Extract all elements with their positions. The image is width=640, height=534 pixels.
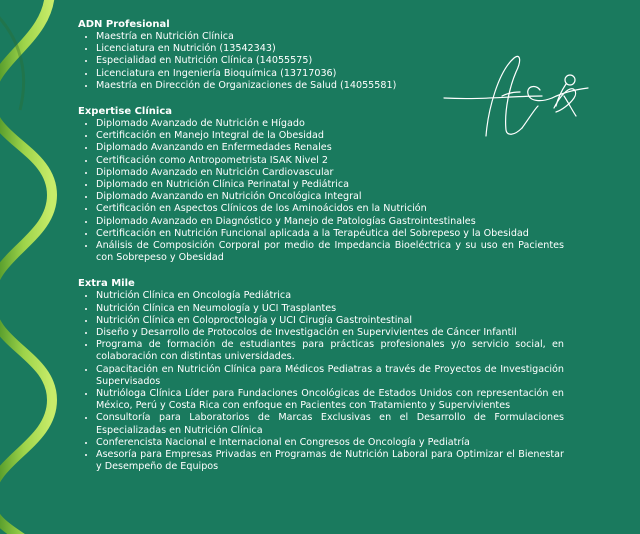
- section-list: [78, 118, 564, 264]
- section-list: [78, 290, 564, 473]
- list-item: • Licenciatura en Nutrición (13542343): [96, 43, 564, 55]
- section-extra-mile: [78, 278, 564, 473]
- list-item: • Asesoría para Empresas Privadas en Programas de Nutrición Laboral para Optimizar el Bienestar y Desempeño de Equipos: [96, 449, 564, 473]
- list-item: • Certificación en Aspectos Clínicos de los Aminoácidos en la Nutrición: [96, 203, 564, 215]
- list-item: • Nutrición Clínica en Neumología y UCI Trasplantes: [96, 303, 564, 315]
- list-item: • Diplomado Avanzando en Nutrición Oncológica Integral: [96, 191, 564, 203]
- list-item: • Nutrición Clínica en Coloproctología y UCI Cirugía Gastrointestinal: [96, 315, 564, 327]
- section-title: ADN Profesional: [78, 19, 170, 30]
- list-item: • Capacitación en Nutrición Clínica para Médicos Pediatras a través de Proyectos de Investigación Supervisados: [96, 364, 564, 388]
- list-item: • Nutrióloga Clínica Líder para Fundaciones Oncológicas de Estados Unidos con representación en México, Perú y Costa Rica con enfoque en Pacientes con Tratamiento y Supervivientes: [96, 388, 564, 412]
- list-item: • Certificación en Nutrición Funcional aplicada a la Terapéutica del Sobrepeso y la Obesidad: [96, 228, 564, 240]
- list-item: • Licenciatura en Ingeniería Bioquímica (13717036): [96, 68, 564, 80]
- list-item: • Diplomado Avanzando en Enfermedades Renales: [96, 142, 564, 154]
- list-item: • Diseño y Desarrollo de Protocolos de Investigación en Supervivientes de Cáncer Infantil: [96, 327, 564, 339]
- list-item: • Diplomado Avanzado en Diagnóstico y Manejo de Patologías Gastrointestinales: [96, 216, 564, 228]
- list-item: • Especialidad en Nutrición Clínica (14055575): [96, 55, 564, 67]
- list-item: • Diplomado Avanzado en Nutrición Cardiovascular: [96, 167, 564, 179]
- section-title: Extra Mile: [78, 278, 135, 290]
- list-item: • Conferencista Nacional e Internacional en Congresos de Oncología y Pediatría: [96, 437, 564, 449]
- list-item: • Certificación como Antropometrista ISAK Nivel 2: [96, 155, 564, 167]
- signature-logo: [442, 50, 590, 138]
- list-item: • Programa de formación de estudiantes para prácticas profesionales y/o servicio social, en colaboración con distintas universidades.: [96, 339, 564, 363]
- list-item: • Nutrición Clínica en Oncología Pediátrica: [96, 290, 564, 302]
- list-item: • Diplomado en Nutrición Clínica Perinatal y Pediátrica: [96, 179, 564, 191]
- list-item: • Diplomado Avanzado de Nutrición e Hígado: [96, 118, 564, 130]
- dna-helix-decoration: [0, 0, 72, 534]
- list-item: • Consultoría para Laboratorios de Marcas Exclusivas en el Desarrollo de Formulaciones Especializadas en Nutrición Clínica: [96, 412, 564, 436]
- list-item: • Análisis de Composición Corporal por medio de Impedancia Bioeléctrica y su uso en Pacientes con Sobrepeso y Obesidad: [96, 240, 564, 264]
- list-item: • Maestría en Dirección de Organizaciones de Salud (14055581): [96, 80, 564, 92]
- list-item: • Certificación en Manejo Integral de la Obesidad: [96, 130, 564, 142]
- list-item: • Maestría en Nutrición Clínica: [96, 31, 564, 43]
- section-title: Expertise Clínica: [78, 106, 172, 118]
